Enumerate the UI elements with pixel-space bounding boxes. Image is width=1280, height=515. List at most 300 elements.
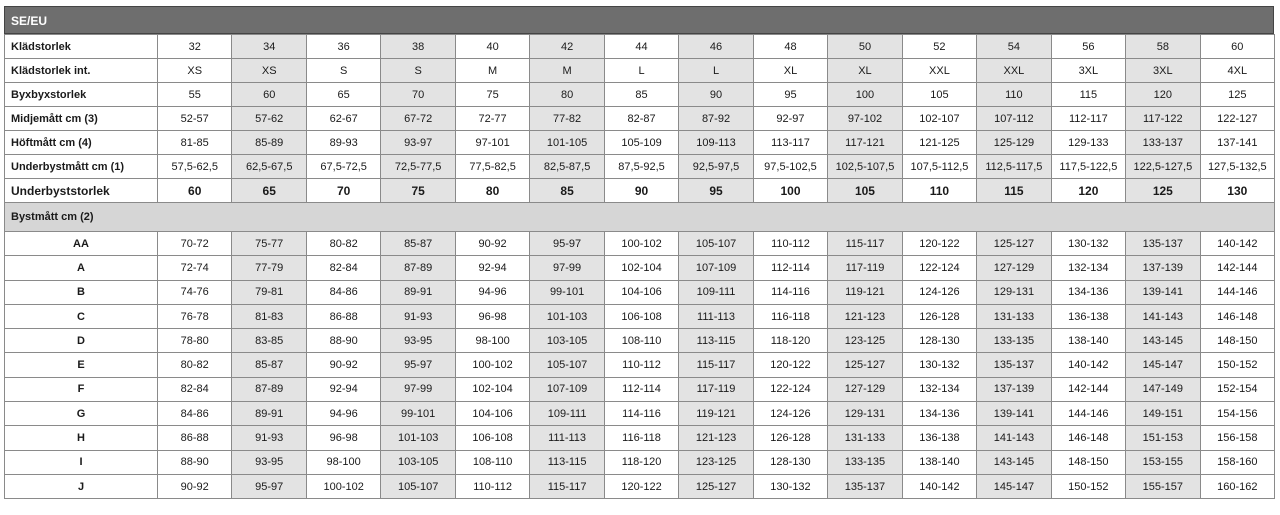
table-cell: 106-108 [455,426,529,450]
table-cell: 119-121 [679,402,753,426]
table-cell: 125 [1200,83,1274,107]
cup-label: B [5,280,158,304]
table-cell: 137-139 [1126,256,1200,280]
table-cell: 135-137 [977,353,1051,377]
table-cell: 70 [381,83,455,107]
table-row [5,131,1275,155]
table-cell: 147-149 [1126,377,1200,401]
table-row [5,353,1275,377]
table-cell: 72-77 [455,107,529,131]
table-cell: 144-146 [1200,280,1274,304]
table-cell: 87-89 [381,256,455,280]
table-cell: 92-94 [455,256,529,280]
table-cell: 110 [902,179,976,203]
table-cell: 130-132 [1051,232,1125,256]
table-cell: 117,5-122,5 [1051,155,1125,179]
table-row [5,256,1275,280]
table-cell: 139-141 [977,402,1051,426]
table-cell: 77-79 [232,256,306,280]
table-cell: 3XL [1051,59,1125,83]
table-cell: 92-94 [306,377,380,401]
table-cell: 110-112 [455,474,529,498]
table-cell: S [306,59,380,83]
table-cell: 125-127 [679,474,753,498]
table-cell: 131-133 [977,304,1051,328]
table-row [5,59,1275,83]
table-cell: 127-129 [828,377,902,401]
chart-title: SE/EU [4,6,1274,34]
table-cell: 98-100 [455,329,529,353]
cup-label: J [5,474,158,498]
table-cell: 107,5-112,5 [902,155,976,179]
table-cell: 81-85 [158,131,232,155]
table-cell: 141-143 [977,426,1051,450]
table-cell: 153-155 [1126,450,1200,474]
table-cell: 40 [455,35,529,59]
table-cell: 101-103 [530,304,604,328]
table-cell: 116-118 [604,426,678,450]
table-cell: 138-140 [902,450,976,474]
table-cell: 111-113 [530,426,604,450]
table-cell: 100-102 [455,353,529,377]
table-cell: 127-129 [977,256,1051,280]
table-cell: 124-126 [753,402,827,426]
table-cell: 88-90 [158,450,232,474]
table-cell: 101-105 [530,131,604,155]
table-cell: 105-109 [604,131,678,155]
table-cell: 112-114 [604,377,678,401]
table-cell: 95-97 [381,353,455,377]
table-cell: 85 [530,179,604,203]
table-cell: 128-130 [902,329,976,353]
table-cell: 96-98 [306,426,380,450]
table-cell: XS [232,59,306,83]
table-cell: 105-107 [679,232,753,256]
table-cell: 55 [158,83,232,107]
table-cell: 75 [455,83,529,107]
table-cell: 85-87 [381,232,455,256]
cup-label: AA [5,232,158,256]
table-row [5,179,1275,203]
table-cell: 89-91 [381,280,455,304]
table-cell: 99-101 [530,280,604,304]
table-cell: 86-88 [158,426,232,450]
table-cell: 109-111 [679,280,753,304]
table-cell: 158-160 [1200,450,1274,474]
table-cell: 118-120 [604,450,678,474]
table-cell: 128-130 [753,450,827,474]
table-cell: 125-127 [977,232,1051,256]
row-label: Underbyststorlek [5,179,158,203]
table-cell: 60 [158,179,232,203]
table-cell: 32 [158,35,232,59]
table-cell: 146-148 [1051,426,1125,450]
table-cell: 100-102 [604,232,678,256]
table-cell: 70 [306,179,380,203]
table-cell: 95-97 [232,474,306,498]
table-cell: 60 [1200,35,1274,59]
table-cell: 62-67 [306,107,380,131]
table-cell: 77-82 [530,107,604,131]
table-cell: 142-144 [1200,256,1274,280]
table-cell: 125 [1126,179,1200,203]
table-cell: 121-123 [828,304,902,328]
table-cell: 120 [1051,179,1125,203]
table-cell: 144-146 [1051,402,1125,426]
table-cell: 60 [232,83,306,107]
table-cell: 76-78 [158,304,232,328]
table-cell: 74-76 [158,280,232,304]
table-cell: 89-93 [306,131,380,155]
cup-label: H [5,426,158,450]
table-cell: 125-129 [977,131,1051,155]
table-cell: 75-77 [232,232,306,256]
table-cell: 56 [1051,35,1125,59]
table-cell: 145-147 [1126,353,1200,377]
table-cell: 126-128 [902,304,976,328]
table-cell: 46 [679,35,753,59]
table-cell: 107-109 [530,377,604,401]
table-cell: 118-120 [753,329,827,353]
row-label: Höftmått cm (4) [5,131,158,155]
table-cell: 97-101 [455,131,529,155]
table-cell: 95-97 [530,232,604,256]
row-label: Klädstorlek [5,35,158,59]
row-label: Klädstorlek int. [5,59,158,83]
table-cell: 104-106 [604,280,678,304]
table-cell: 91-93 [381,304,455,328]
table-cell: 82-87 [604,107,678,131]
table-cell: 155-157 [1126,474,1200,498]
table-cell: 85-89 [232,131,306,155]
table-cell: 38 [381,35,455,59]
size-table [4,34,1275,499]
table-cell: 124-126 [902,280,976,304]
table-row [5,83,1275,107]
table-cell: 36 [306,35,380,59]
table-cell: 65 [306,83,380,107]
table-cell: 93-97 [381,131,455,155]
table-cell: 93-95 [381,329,455,353]
table-cell: 146-148 [1200,304,1274,328]
cup-label: C [5,304,158,328]
table-cell: 150-152 [1051,474,1125,498]
table-cell: 70-72 [158,232,232,256]
table-cell: 137-139 [977,377,1051,401]
table-cell: 80 [455,179,529,203]
row-label: Byxbyxstorlek [5,83,158,107]
table-cell: 133-135 [977,329,1051,353]
table-cell: 136-138 [1051,304,1125,328]
table-cell: 82-84 [158,377,232,401]
table-cell: 121-123 [679,426,753,450]
table-cell: 102-104 [604,256,678,280]
table-cell: 85 [604,83,678,107]
table-cell: 105 [828,179,902,203]
table-cell: 42 [530,35,604,59]
table-cell: 78-80 [158,329,232,353]
table-cell: 98-100 [306,450,380,474]
table-cell: 112-114 [753,256,827,280]
table-cell: 113-115 [530,450,604,474]
table-cell: 122,5-127,5 [1126,155,1200,179]
table-cell: 91-93 [232,426,306,450]
table-cell: L [604,59,678,83]
table-row [5,35,1275,59]
size-table-top [5,35,1275,203]
table-cell: 90-92 [158,474,232,498]
cup-label: E [5,353,158,377]
table-cell: 97,5-102,5 [753,155,827,179]
table-cell: 103-105 [530,329,604,353]
table-cell: 107-112 [977,107,1051,131]
table-cell: 117-119 [828,256,902,280]
table-cell: 126-128 [753,426,827,450]
table-cell: 148-150 [1051,450,1125,474]
table-cell: 90-92 [455,232,529,256]
table-cell: 140-142 [1051,353,1125,377]
table-cell: 149-151 [1126,402,1200,426]
table-cell: 62,5-67,5 [232,155,306,179]
table-cell: 121-125 [902,131,976,155]
table-cell: 85-87 [232,353,306,377]
table-cell: 102-107 [902,107,976,131]
table-cell: 143-145 [1126,329,1200,353]
table-cell: 134-136 [902,402,976,426]
table-cell: 127,5-132,5 [1200,155,1274,179]
table-cell: 80-82 [158,353,232,377]
table-cell: 105 [902,83,976,107]
table-cell: 82,5-87,5 [530,155,604,179]
table-cell: 129-133 [1051,131,1125,155]
table-cell: 123-125 [828,329,902,353]
table-cell: 110 [977,83,1051,107]
table-cell: 151-153 [1126,426,1200,450]
table-cell: 87,5-92,5 [604,155,678,179]
table-row [5,304,1275,328]
table-cell: 132-134 [902,377,976,401]
table-cell: 72,5-77,5 [381,155,455,179]
table-cell: 57,5-62,5 [158,155,232,179]
row-label: Midjemått cm (3) [5,107,158,131]
table-cell: 102,5-107,5 [828,155,902,179]
table-cell: 57-62 [232,107,306,131]
table-cell: 104-106 [455,402,529,426]
table-cell: 109-113 [679,131,753,155]
table-cell: 108-110 [455,450,529,474]
table-cell: 136-138 [902,426,976,450]
table-cell: M [455,59,529,83]
table-cell: 130 [1200,179,1274,203]
table-cell: 72-74 [158,256,232,280]
table-cell: 99-101 [381,402,455,426]
table-cell: 145-147 [977,474,1051,498]
table-cell: 111-113 [679,304,753,328]
table-cell: 150-152 [1200,353,1274,377]
table-cell: 79-81 [232,280,306,304]
table-cell: 102-104 [455,377,529,401]
table-cell: 90 [604,179,678,203]
table-cell: 96-98 [455,304,529,328]
table-cell: 94-96 [306,402,380,426]
table-cell: 113-117 [753,131,827,155]
table-cell: 100 [753,179,827,203]
table-cell: 117-119 [679,377,753,401]
section-label: Bystmått cm (2) [5,203,1275,232]
table-cell: 52 [902,35,976,59]
table-row [5,232,1275,256]
table-cell: 130-132 [902,353,976,377]
table-cell: 92,5-97,5 [679,155,753,179]
table-cell: 100 [828,83,902,107]
table-cell: XL [753,59,827,83]
table-cell: 93-95 [232,450,306,474]
table-cell: 131-133 [828,426,902,450]
table-cell: 107-109 [679,256,753,280]
table-cell: 97-102 [828,107,902,131]
table-cell: 115-117 [828,232,902,256]
table-cell: 80-82 [306,232,380,256]
table-cell: 86-88 [306,304,380,328]
table-row [5,155,1275,179]
table-cell: 130-132 [753,474,827,498]
table-cell: 140-142 [1200,232,1274,256]
table-cell: 87-89 [232,377,306,401]
table-cell: 83-85 [232,329,306,353]
table-cell: 75 [381,179,455,203]
row-label: Underbystmått cm (1) [5,155,158,179]
table-cell: 95 [753,83,827,107]
table-cell: 88-90 [306,329,380,353]
table-cell: 84-86 [158,402,232,426]
table-cell: 115 [1051,83,1125,107]
table-cell: 87-92 [679,107,753,131]
table-cell: 105-107 [530,353,604,377]
table-cell: 48 [753,35,827,59]
table-cell: 133-137 [1126,131,1200,155]
table-cell: 100-102 [306,474,380,498]
table-cell: 82-84 [306,256,380,280]
table-cell: 112-117 [1051,107,1125,131]
table-cell: 115-117 [530,474,604,498]
size-chart [4,6,1274,499]
table-row [5,450,1275,474]
table-row [5,329,1275,353]
table-cell: 148-150 [1200,329,1274,353]
table-cell: 90 [679,83,753,107]
table-cell: 119-121 [828,280,902,304]
table-cell: 135-137 [1126,232,1200,256]
cup-label: F [5,377,158,401]
table-cell: 138-140 [1051,329,1125,353]
table-cell: 108-110 [604,329,678,353]
table-cell: 135-137 [828,474,902,498]
table-row [5,107,1275,131]
table-cell: 80 [530,83,604,107]
table-cell: 120-122 [604,474,678,498]
size-table-bust [5,232,1275,499]
table-cell: 114-116 [753,280,827,304]
table-cell: 154-156 [1200,402,1274,426]
table-cell: 140-142 [902,474,976,498]
table-cell: 90-92 [306,353,380,377]
table-cell: 105-107 [381,474,455,498]
table-cell: 117-121 [828,131,902,155]
table-cell: 58 [1126,35,1200,59]
table-cell: 54 [977,35,1051,59]
table-cell: S [381,59,455,83]
table-cell: 3XL [1126,59,1200,83]
table-cell: 103-105 [381,450,455,474]
table-cell: 89-91 [232,402,306,426]
table-cell: 114-116 [604,402,678,426]
table-cell: 94-96 [455,280,529,304]
table-row [5,402,1275,426]
table-row [5,280,1275,304]
table-cell: 125-127 [828,353,902,377]
table-cell: 101-103 [381,426,455,450]
table-cell: 139-141 [1126,280,1200,304]
table-cell: XXL [902,59,976,83]
table-cell: 112,5-117,5 [977,155,1051,179]
table-cell: 84-86 [306,280,380,304]
table-cell: 110-112 [604,353,678,377]
table-cell: 120-122 [902,232,976,256]
table-cell: 110-112 [753,232,827,256]
table-row [5,474,1275,498]
table-cell: 65 [232,179,306,203]
table-cell: XL [828,59,902,83]
table-cell: 97-99 [530,256,604,280]
table-cell: 95 [679,179,753,203]
table-cell: 67,5-72,5 [306,155,380,179]
table-cell: 77,5-82,5 [455,155,529,179]
table-cell: 129-131 [977,280,1051,304]
table-cell: M [530,59,604,83]
table-cell: 123-125 [679,450,753,474]
table-cell: 137-141 [1200,131,1274,155]
table-row [5,377,1275,401]
table-cell: 92-97 [753,107,827,131]
table-cell: 132-134 [1051,256,1125,280]
table-cell: 115-117 [679,353,753,377]
table-cell: 81-83 [232,304,306,328]
table-cell: 4XL [1200,59,1274,83]
table-cell: 34 [232,35,306,59]
table-cell: 120-122 [753,353,827,377]
table-cell: 44 [604,35,678,59]
table-cell: 117-122 [1126,107,1200,131]
table-cell: 142-144 [1051,377,1125,401]
table-cell: XS [158,59,232,83]
table-cell: 141-143 [1126,304,1200,328]
table-cell: 109-111 [530,402,604,426]
cup-label: I [5,450,158,474]
table-cell: 122-124 [753,377,827,401]
table-cell: 106-108 [604,304,678,328]
table-cell: 115 [977,179,1051,203]
table-cell: 122-127 [1200,107,1274,131]
table-cell: 156-158 [1200,426,1274,450]
table-cell: 143-145 [977,450,1051,474]
table-cell: L [679,59,753,83]
table-row [5,426,1275,450]
table-cell: 120 [1126,83,1200,107]
table-cell: 116-118 [753,304,827,328]
table-cell: 97-99 [381,377,455,401]
table-cell: 122-124 [902,256,976,280]
table-cell: 129-131 [828,402,902,426]
